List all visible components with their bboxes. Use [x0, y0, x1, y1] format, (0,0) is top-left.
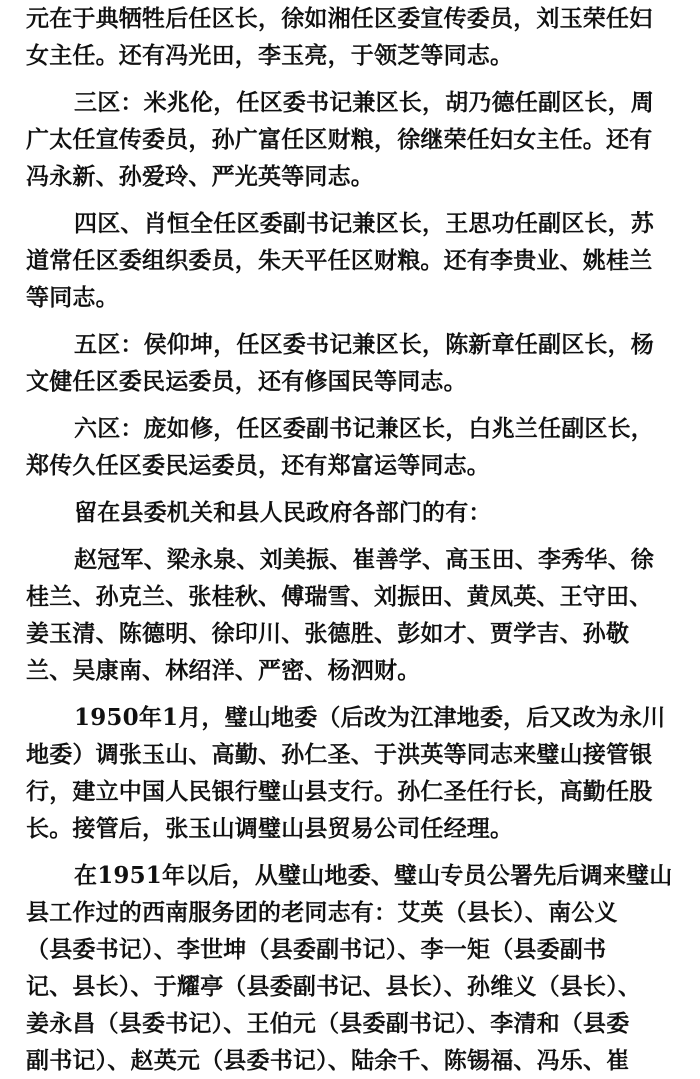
text-line: 五区：侯仰坤，任区委书记兼区长，陈新章任副区长，杨 [74, 331, 654, 358]
document-page [26, 0, 680, 1079]
paragraph [26, 0, 680, 74]
text-line: 郑传久任区委民运委员，还有郑富运等同志。 [26, 452, 490, 479]
paragraph-gap [26, 484, 680, 494]
paragraph [26, 699, 680, 847]
paragraph [26, 541, 680, 689]
text-line: 兰、吴康南、林绍洋、严密、杨泗财。 [26, 657, 421, 684]
paragraph [26, 410, 680, 484]
text-line: 三区：米兆伦，任区委书记兼区长，胡乃德任副区长，周 [74, 89, 654, 116]
text-line: 记、县长）、于耀亭（县委副书记、县长）、孙维义（县长）、 [26, 973, 642, 1000]
text-line: 副书记）、赵英元（县委书记）、陆余千、陈锡福、冯乐、崔 [26, 1047, 630, 1074]
text-line: 长。接管后，张玉山调璧山县贸易公司任经理。 [26, 815, 514, 842]
text-line: 文健任区委民运委员，还有修国民等同志。 [26, 368, 467, 395]
text-line: 元在于典牺牲后任区长，徐如湘任区委宣传委员，刘玉荣任妇 [26, 5, 653, 32]
text-line: 道常任区委组织委员，朱天平任区财粮。还有李贵业、姚桂兰 [26, 247, 653, 274]
paragraph [26, 205, 680, 316]
text-line: 赵冠军、梁永泉、刘美振、崔善学、高玉田、李秀华、徐 [74, 546, 654, 573]
text-line: 冯永新、孙爱玲、严光英等同志。 [26, 163, 374, 190]
text-line: 女主任。还有冯光田，李玉亮，于领芝等同志。 [26, 42, 514, 69]
paragraph-gap [26, 74, 680, 84]
paragraph-gap [26, 689, 680, 699]
paragraph [26, 84, 680, 195]
text-line: 四区、肖恒全任区委副书记兼区长，王思功任副区长，苏 [74, 210, 654, 237]
text-line: 六区：庞如修，任区委副书记兼区长，白兆兰任副区长， [74, 415, 654, 442]
paragraph-gap [26, 400, 680, 410]
paragraph [26, 326, 680, 400]
text-line: 在1951年以后，从璧山地委、璧山专员公署先后调来璧山 [74, 862, 673, 889]
paragraph-gap [26, 531, 680, 541]
text-line: 姜永昌（县委书记）、王伯元（县委副书记）、李清和（县委 [26, 1010, 630, 1037]
text-line: （县委书记）、李世坤（县委副书记）、李一矩（县委副书 [26, 936, 607, 963]
text-line: 1950年1月，璧山地委（后改为江津地委，后又改为永川 [74, 704, 666, 731]
text-line: 留在县委机关和县人民政府各部门的有： [74, 499, 492, 526]
paragraph-gap [26, 847, 680, 857]
paragraph [26, 494, 680, 531]
text-line: 地委）调张玉山、高勤、孙仁圣、于洪英等同志来璧山接管银 [26, 741, 653, 768]
text-line: 县工作过的西南服务团的老同志有：艾英（县长）、南公义 [26, 899, 618, 926]
text-line: 等同志。 [26, 284, 119, 311]
paragraph [26, 857, 680, 1079]
text-line: 姜玉清、陈德明、徐印川、张德胜、彭如才、贾学吉、孙敬 [26, 620, 630, 647]
text-line: 桂兰、孙克兰、张桂秋、傅瑞雪、刘振田、黄凤英、王守田、 [26, 583, 653, 610]
paragraph-gap [26, 195, 680, 205]
text-line: 广太任宣传委员，孙广富任区财粮，徐继荣任妇女主任。还有 [26, 126, 653, 153]
paragraph-gap [26, 316, 680, 326]
text-line: 行，建立中国人民银行璧山县支行。孙仁圣任行长，高勤任股 [26, 778, 653, 805]
